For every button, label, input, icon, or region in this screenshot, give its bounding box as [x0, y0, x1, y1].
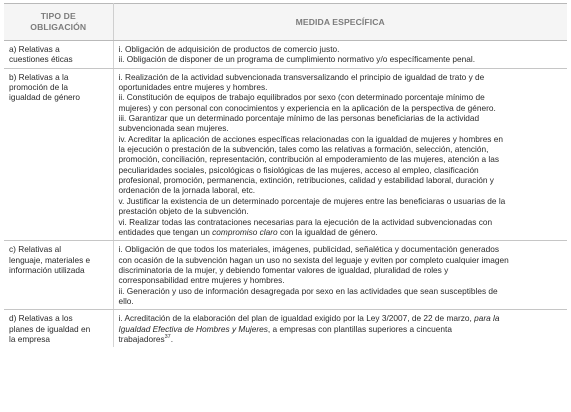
table-row — [4, 41, 567, 69]
header-tipo-obligacion: TIPO DE OBLIGACIÓN — [4, 4, 113, 41]
measure-cell: i. Acreditación de la elaboración del plan de igualdad exigido por la Ley 3/2007, de 22 de marzo, para la Igualdad Efectiva de Hombres y Mujeres, a empresas con plantillas superiores a cincuenta trabajadores$^{37}$. — [118, 313, 500, 344]
obligations-table — [4, 3, 567, 347]
category-cell: d) Relativas a los planes de igualdad en la empresa — [4, 310, 113, 348]
header-medida-especifica: MEDIDA ESPECÍFICA — [113, 4, 567, 41]
table-header-row — [4, 4, 567, 41]
measure-cell: i. Realización de la actividad subvencionada transversalizando el principio de igualdad de trato y de oportunidades entre mujeres y hombres. ii. Constitución de equipos de trabajo equilibrados por sexo (con determinado porcentaje mínimo de mujeres) y con personal con conocimientos y experiencia en la aplicación de la perspectiva de género. iii. Garantizar que un determinado porcentaje mínimo de las personas beneficiarias de la actividad subvencionada sean mujeres. iv. Acreditar la aplicación de acciones específicas relacionadas con la igualdad de mujeres y hombres en la ejecución o prestación de la subvención, tales como las relativas a formación, selección, atención, promoción, conciliación, representación, contribución al empoderamiento de las mujeres, atención a las peculiaridades sociales, psicológicas o fisiológicas de las mujeres, acceso al empleo, clasificación profesional, promoción, permanencia, extinción, retribuciones, calidad y estabilidad laboral, duración y ordenación de la jornada laboral, etc. v. Justificar la existencia de un determinado porcentaje de mujeres entre las beneficiaras o usuarias de la prestación objeto de la subvención. vi. Realizar todas las contrataciones necesarias para la ejecución de la actividad subvencionadas con entidades que tengan un compromiso claro con la igualdad de género. — [113, 68, 567, 241]
category-cell: a) Relativas a cuestiones éticas — [4, 41, 113, 69]
footnote-marker: 37 — [164, 334, 171, 341]
measure-cell: i. Obligación de que todos los materiales, imágenes, publicidad, señalética y documentación generados con ocasión de la subvención hagan un uso no sexista del leguaje y eviten por completo cualquier imagen discriminatoria de la mujer, y debiendo fomentar valores de igualdad, pluralidad de roles y corresponsabilidad entre mujeres y hombres. ii. Generación y uso de información desagregada por sexo en las actividades que sean susceptibles de ello. — [113, 241, 567, 310]
category-cell: c) Relativas al lenguaje, materiales e información utilizada — [4, 241, 113, 310]
measure-cell: i. Obligación de adquisición de productos de comercio justo. ii. Obligación de disponer de un programa de cumplimiento normativo y/o específicamente penal. — [113, 41, 567, 69]
last-line: entidades que tengan un compromiso claro con la igualdad de género. — [118, 226, 378, 237]
table-row — [4, 241, 567, 310]
category-cell: b) Relativas a la promoción de la igualdad de género — [4, 68, 113, 241]
table-row — [4, 68, 567, 241]
table-row — [4, 310, 567, 348]
